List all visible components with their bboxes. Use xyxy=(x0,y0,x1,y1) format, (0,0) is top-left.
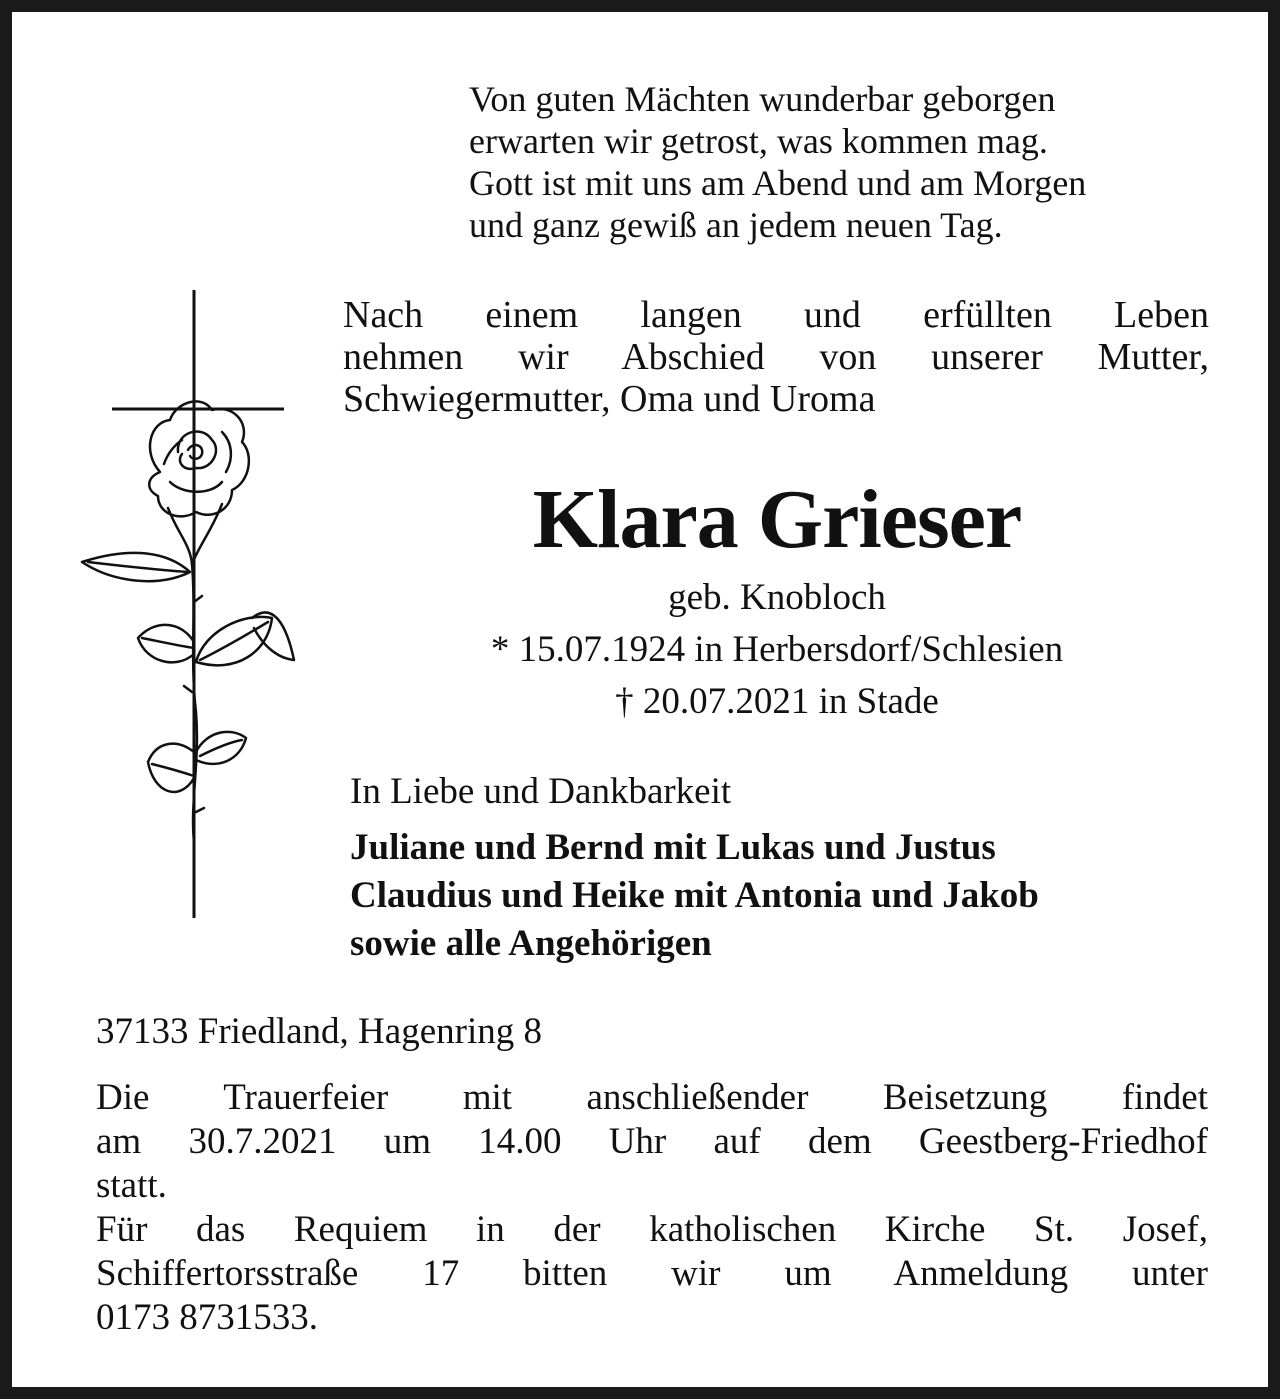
motto-line: Gott ist mit uns am Abend und am Morgen xyxy=(469,163,1087,203)
requiem-line: Für das Requiem in der katholischen Kirche St. Josef, xyxy=(96,1209,1208,1250)
intro-text xyxy=(343,294,1209,420)
closing-phrase: In Liebe und Dankbarkeit xyxy=(350,771,732,812)
intro-line: nehmen wir Abschied von unserer Mutter, xyxy=(343,336,1209,378)
requiem-line: Schiffertorsstraße 17 bitten wir um Anmeldung unter xyxy=(96,1253,1208,1294)
cross-icon xyxy=(112,290,284,918)
family-address: 37133 Friedland, Hagenring 8 xyxy=(96,1011,542,1052)
intro-line: Schwiegermutter, Oma und Uroma xyxy=(343,378,876,420)
mourner-line: sowie alle Angehörigen xyxy=(350,923,712,964)
deceased-name: Klara Grieser xyxy=(532,473,1022,566)
requiem-info xyxy=(96,1208,1208,1340)
cross-with-rose-emblem xyxy=(72,282,312,932)
death-date: † 20.07.2021 in Stade xyxy=(615,681,939,722)
mourner-line: Juliane und Bernd mit Lukas und Justus xyxy=(350,827,996,868)
intro-line: Nach einem langen und erfüllten Leben xyxy=(343,294,1209,336)
motto-line: und ganz gewiß an jedem neuen Tag. xyxy=(469,205,1003,245)
funeral-info xyxy=(96,1076,1208,1208)
motto-line: erwarten wir getrost, was kommen mag. xyxy=(469,121,1048,161)
birth-date: * 15.07.1924 in Herbersdorf/Schlesien xyxy=(490,629,1064,670)
mourners-list xyxy=(350,824,1039,968)
rose-icon xyxy=(82,401,294,842)
motto-verse xyxy=(469,78,1229,246)
deceased-details xyxy=(332,572,1222,728)
motto-line: Von guten Mächten wunderbar geborgen xyxy=(469,79,1056,119)
funeral-line: statt. xyxy=(96,1165,167,1206)
requiem-phone[interactable]: 0173 8731533. xyxy=(96,1297,318,1338)
funeral-line: am 30.7.2021 um 14.00 Uhr auf dem Geestberg-Friedhof xyxy=(96,1121,1208,1162)
mourner-line: Claudius und Heike mit Antonia und Jakob xyxy=(350,875,1039,916)
funeral-line: Die Trauerfeier mit anschließender Beisetzung findet xyxy=(96,1077,1208,1118)
maiden-name: geb. Knobloch xyxy=(668,577,886,618)
